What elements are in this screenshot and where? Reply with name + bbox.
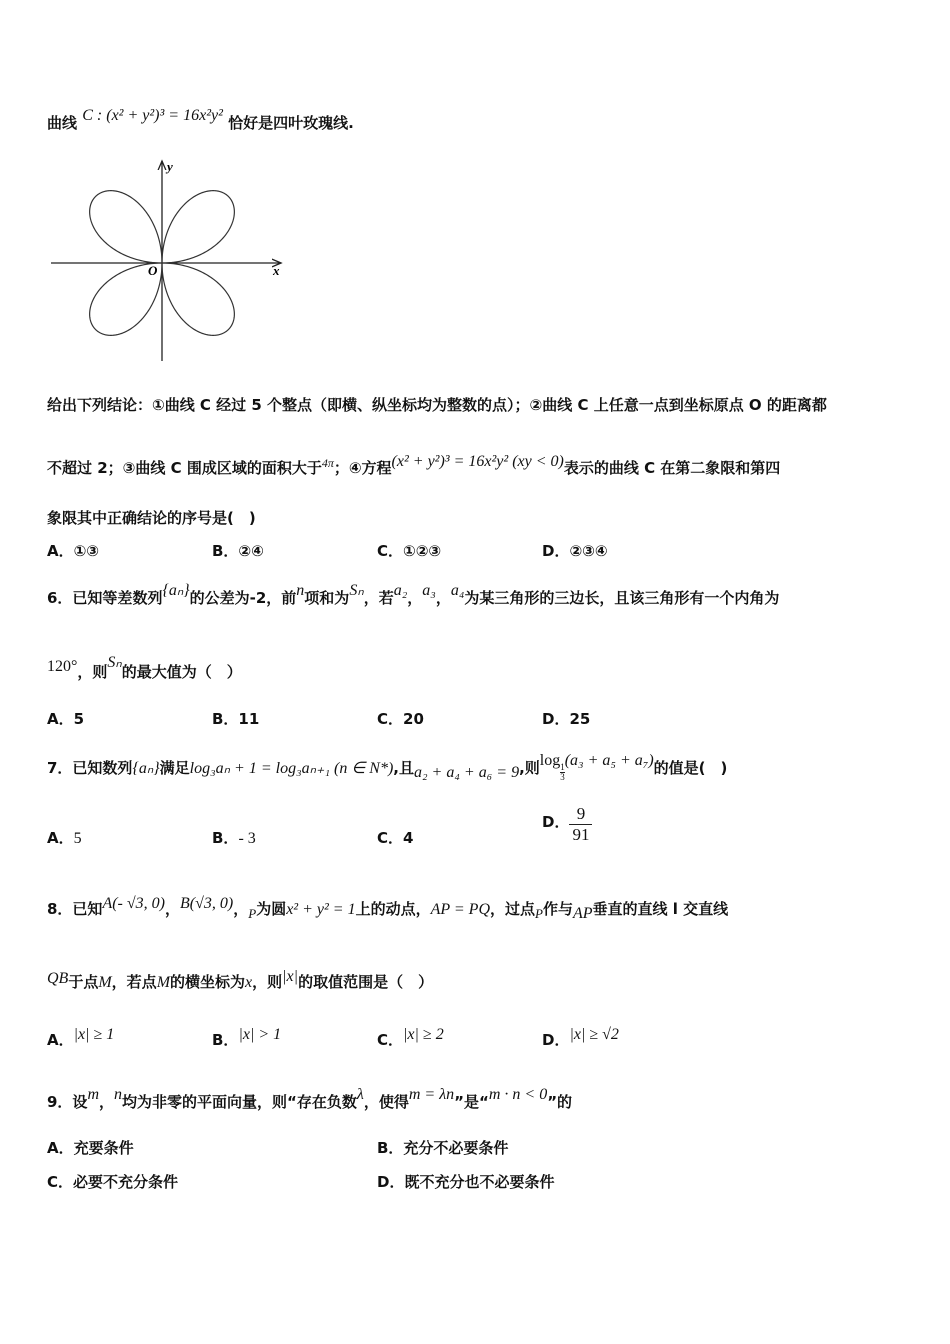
intro-line — [47, 107, 354, 134]
q8-point-b: B(√3, 0) — [180, 895, 234, 912]
q8-x: x — [245, 974, 253, 991]
q9-equation-1: m = λn — [408, 1086, 455, 1103]
q8-option-c-label: C． — [377, 1031, 404, 1049]
q5-equation: (x² + y²)³ = 16x²y² (xy < 0) — [391, 453, 564, 470]
q6-sep-2: ， — [435, 589, 451, 607]
q5-area-value: 4π — [321, 456, 334, 470]
intro-formula: C : (x² + y²)³ = 16x²y² — [82, 107, 223, 124]
q7-option-a-value: 5 — [73, 830, 82, 847]
intro-suffix: 恰好是四叶玫瑰线. — [228, 114, 354, 132]
rose-curve-figure — [47, 157, 287, 367]
q6-line2 — [47, 654, 242, 683]
q7-text-3: ,且 — [393, 759, 414, 777]
q8-sep-1: ， — [164, 900, 180, 918]
q7-option-d-fraction — [569, 804, 592, 845]
q6-sep-1: ， — [407, 589, 423, 607]
q7-sequence: {aₙ} — [132, 760, 160, 777]
q6-angle: 120° — [47, 658, 78, 675]
q8-option-b-label: B． — [212, 1031, 239, 1049]
q8-text-10: ，则 — [252, 973, 283, 991]
q8-option-b[interactable] — [212, 1026, 282, 1051]
q7-option-d[interactable] — [542, 804, 592, 845]
q8-segment-ap: AP — [572, 905, 593, 922]
q5-option-a[interactable]: A．①③ — [47, 542, 100, 560]
q6-option-b[interactable]: B．11 — [212, 710, 260, 728]
q6-option-a[interactable]: A．5 — [47, 710, 85, 728]
q8-option-a-label: A． — [47, 1031, 74, 1049]
q8-text-5: 作与 — [542, 900, 573, 918]
q6-option-d[interactable]: D．25 — [542, 710, 591, 728]
q7-option-a[interactable] — [47, 828, 82, 849]
q6-a2: a₂ — [393, 582, 408, 599]
q7-log: log — [539, 752, 561, 769]
q6-text-2: 的公差为-2，前 — [189, 589, 297, 607]
q8-text-11: 的取值范围是（ ） — [298, 973, 434, 991]
q8-equation: AP = PQ — [430, 901, 490, 918]
q8-abs-x: |x| — [282, 968, 299, 985]
q9-option-d[interactable]: D．既不充分也不必要条件 — [377, 1173, 555, 1191]
q9-text-2: 均为非零的平面向量，则“存在负数 — [122, 1093, 357, 1111]
q9-text-5: ”的 — [547, 1093, 573, 1111]
q6-option-c[interactable]: C．20 — [377, 710, 424, 728]
q7-option-b[interactable] — [212, 828, 256, 849]
q8-option-a-value: |x| ≥ 1 — [73, 1026, 115, 1043]
q8-point-p: P — [248, 906, 257, 921]
q5-text-e: 表示的曲线 C 在第二象限和第四 — [563, 459, 781, 477]
y-axis-label: y — [167, 159, 173, 174]
q7-log-base-num: 1 — [560, 762, 565, 772]
q8-line2 — [47, 968, 434, 993]
q5-line1: 给出下列结论：①曲线 C 经过 5 个整点（即横、纵坐标均为整数的点）；②曲线 C 上任意一点到坐标原点 O 的距离都 — [47, 396, 827, 414]
q8-circle: x² + y² = 1 — [286, 901, 356, 918]
q9-text-3: ，使得 — [363, 1093, 409, 1111]
q8-text-4: ，过点 — [490, 900, 536, 918]
q7-option-b-label: B． — [212, 829, 239, 847]
q9-sep: ， — [99, 1093, 115, 1111]
q8-option-d-label: D． — [542, 1031, 570, 1049]
q8-text-2: 为圆 — [256, 900, 287, 918]
q9-line1 — [47, 1086, 573, 1113]
q6-sequence: {aₙ} — [162, 582, 190, 599]
q7-equation-2: a₂ + a₄ + a₆ = 9 — [413, 764, 520, 781]
q6-n: n — [296, 582, 305, 599]
q7-line1 — [47, 752, 728, 782]
q8-line-qb: QB — [47, 970, 69, 987]
q8-line1 — [47, 895, 729, 922]
q7-option-c[interactable]: C．4 — [377, 829, 414, 847]
intro-prefix: 曲线 — [47, 114, 78, 132]
q8-point-m-2: M — [156, 974, 171, 991]
q7-option-a-label: A． — [47, 829, 74, 847]
q7-equation-1: log₃aₙ + 1 = log₃aₙ₊₁ (n ∈ N*) — [189, 760, 394, 777]
q8-sep-2: ， — [233, 900, 249, 918]
q5-option-c[interactable]: C．①②③ — [377, 542, 442, 560]
q8-option-b-value: |x| > 1 — [238, 1026, 282, 1043]
q8-option-a[interactable] — [47, 1026, 115, 1051]
q8-option-d-value: |x| ≥ √2 — [569, 1026, 619, 1043]
q9-option-c[interactable]: C．必要不充分条件 — [47, 1173, 179, 1191]
q8-option-c-value: |x| ≥ 2 — [403, 1026, 444, 1043]
q9-vector-n: n — [114, 1086, 123, 1103]
q7-text-5: 的值是( ) — [653, 759, 728, 777]
q9-lambda: λ — [356, 1086, 364, 1103]
q7-option-b-value: - 3 — [238, 830, 256, 847]
q7-log-base-den: 3 — [560, 772, 565, 782]
q6-text-5: 为某三角形的三边长，且该三角形有一个内角为 — [464, 589, 780, 607]
q8-point-p-2: P — [535, 906, 543, 921]
q9-text-1: 9．设 — [47, 1093, 88, 1111]
q9-text-4: ”是“ — [454, 1093, 489, 1111]
q6-text-6: ，则 — [77, 663, 108, 681]
q5-line2 — [47, 453, 781, 479]
q8-option-c[interactable] — [377, 1026, 444, 1051]
q9-option-b[interactable]: B．充分不必要条件 — [377, 1139, 509, 1157]
q7-text-2: 满足 — [159, 759, 190, 777]
q9-option-a[interactable]: A．充要条件 — [47, 1139, 134, 1157]
q5-line3: 象限其中正确结论的序号是( ) — [47, 509, 256, 527]
q8-point-a: A(- √3, 0) — [102, 895, 165, 912]
q6-a4: a₄ — [450, 582, 465, 599]
q6-sn: Sₙ — [349, 582, 364, 599]
q5-option-b[interactable]: B．②④ — [212, 542, 264, 560]
q8-text-8: ，若点 — [111, 973, 157, 991]
q8-text-1: 8．已知 — [47, 900, 103, 918]
q7-text-1: 7．已知数列 — [47, 759, 133, 777]
q8-option-d[interactable] — [542, 1026, 619, 1051]
q5-text-a: 不超过 2；③曲线 C 围成区域的面积大于 — [47, 459, 322, 477]
q8-text-9: 的横坐标为 — [170, 973, 246, 991]
q7-option-d-den: 91 — [572, 825, 590, 844]
q5-text-c: ；④方程 — [333, 459, 392, 477]
q7-text-4: ,则 — [519, 759, 540, 777]
q7-option-d-label: D． — [542, 813, 570, 831]
rose-curve-graph — [47, 157, 287, 367]
q7-log-argument: (a₃ + a₅ + a₇) — [564, 752, 654, 769]
q8-text-3: 上的动点， — [355, 900, 431, 918]
q9-equation-2: m · n < 0 — [488, 1086, 548, 1103]
q9-vector-m: m — [87, 1086, 99, 1103]
q8-point-m: M — [98, 974, 112, 991]
q6-sn-2: Sₙ — [107, 654, 122, 671]
q6-text-3: 项和为 — [304, 589, 350, 607]
q6-a3: a₃ — [422, 582, 436, 599]
q6-line1 — [47, 582, 780, 609]
q5-option-d[interactable]: D．②③④ — [542, 542, 608, 560]
q6-text-4: ，若 — [363, 589, 394, 607]
origin-label: O — [148, 263, 158, 278]
x-axis-label: x — [273, 263, 280, 278]
q8-text-7: 于点 — [68, 973, 99, 991]
q6-text-1: 6．已知等差数列 — [47, 589, 163, 607]
q8-text-6: 垂直的直线 l 交直线 — [592, 900, 729, 918]
q7-option-d-num: 9 — [569, 804, 592, 825]
q6-text-7: 的最大值为（ ） — [121, 663, 242, 681]
